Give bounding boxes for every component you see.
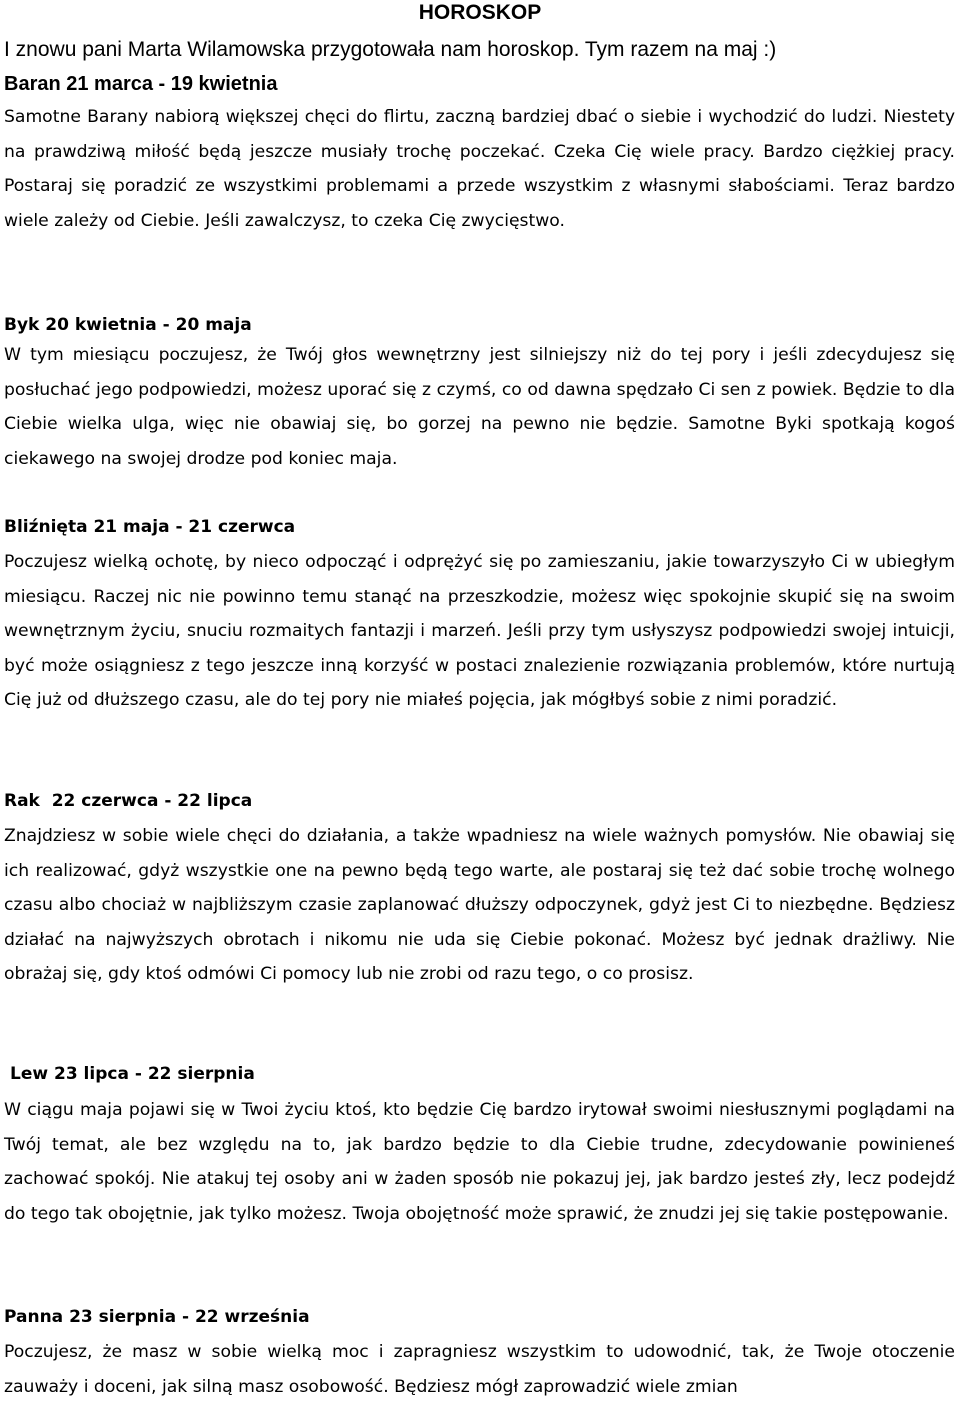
sign-text-bliznieta: Poczujesz wielką ochotę, by nieco odpocząć i odprężyć się po zamieszaniu, jakie towarzyszyło Ci w ubiegłym miesiącu. Raczej nic nie powinno temu stanąć na przeszkodzie, możesz więc spokojnie skupić się na swoim wewnętrznym życiu, snuciu rozmaitych fantazji i marzeń. Jeśli przy tym usłyszysz podpowiedzi swojej intuicji, być może osiągniesz z tego jeszcze inną korzyść w postaci znalezienie rozwiązania problemów, które nurtują Cię już od dłuższego czasu, ale do tej pory nie miałeś pojęcia, jak mógłbyś sobie z nimi poradzić. — [4, 552, 955, 711]
document-title: HOROSKOP — [418, 1, 542, 24]
intro-text: I znowu pani Marta Wilamowska przygotowała nam horoskop. Tym razem na maj :) — [4, 38, 777, 61]
sign-text-lew: W ciągu maja pojawi się w Twoi życiu ktoś, kto będzie Cię bardzo irytował swoimi niesłusznymi poglądami na Twój temat, ale bez względu na to, jak bardzo będzie to dla Ciebie trudne, zdecydowanie powinieneś zachować spokój. Nie atakuj tej osoby ani w żaden sposób nie pokazuj jej, jak bardzo jesteś zły, lecz podejdź do tego tak obojętnie, jak tylko możesz. Twoja obojętność może sprawić, że znudzi jej się takie postępowanie. — [4, 1100, 955, 1224]
sign-text-byk: W tym miesiącu poczujesz, że Twój głos wewnętrzny jest silniejszy niż do tej pory i jeśli zdecydujesz się posłuchać jego podpowiedzi, możesz uporać się z czymś, co od dawna spędzało Ci sen z powiek. Będzie to dla Ciebie wielka ulga, więc nie obawiaj się, bo gorzej na pewno nie będzie. Samotne Byki spotkają kogoś ciekawego na swojej drodze pod koniec maja. — [4, 345, 955, 469]
sign-text-panna: Poczujesz, że masz w sobie wielką moc i zapragniesz wszystkim to udowodnić, tak, że Twoje otoczenie zauważy i doceni, jak silną masz osobowość. Będziesz mógł zaprowadzić wiele zmian — [4, 1342, 955, 1397]
sign-heading-rak: Rak 22 czerwca - 22 lipca — [4, 791, 253, 811]
sign-text-baran: Samotne Barany nabiorą większej chęci do flirtu, zaczną bardziej dbać o siebie i wychodzić do ludzi. Niestety na prawdziwą miłość będą jeszcze musiały trochę poczekać. Czeka Cię wiele pracy. Bardzo ciężkiej pracy. Postaraj się poradzić ze wszystkimi problemami a przede wszystkim z własnymi słabościami. Teraz bardzo wiele zależy od Ciebie. Jeśli zawalczysz, to czeka Cię zwycięstwo. — [4, 107, 955, 231]
sign-heading-panna: Panna 23 sierpnia - 22 września — [4, 1307, 310, 1327]
sign-heading-bliznieta: Bliźnięta 21 maja - 21 czerwca — [4, 517, 296, 537]
sign-heading-byk: Byk 20 kwietnia - 20 maja — [4, 315, 252, 335]
sign-heading-baran: Baran 21 marca - 19 kwietnia — [4, 73, 278, 95]
sign-text-rak: Znajdziesz w sobie wiele chęci do działania, a także wpadniesz na wiele ważnych pomysłów. Nie obawiaj się ich realizować, gdyż wszystkie one na pewno będą tego warte, ale postaraj się też dać sobie trochę wolnego czasu albo chociaż w najbliższym czasie zaplanować dłuższy odpoczynek, gdyż jest Ci to niezbędne. Będziesz działać na najwyższych obrotach i nikomu nie uda się Ciebie pokonać. Możesz być jednak drażliwy. Nie obrażaj się, gdy ktoś odmówi Ci pomocy lub nie zrobi od razu tego, o co prosisz. — [4, 826, 955, 985]
sign-heading-lew: Lew 23 lipca - 22 sierpnia — [10, 1064, 255, 1084]
